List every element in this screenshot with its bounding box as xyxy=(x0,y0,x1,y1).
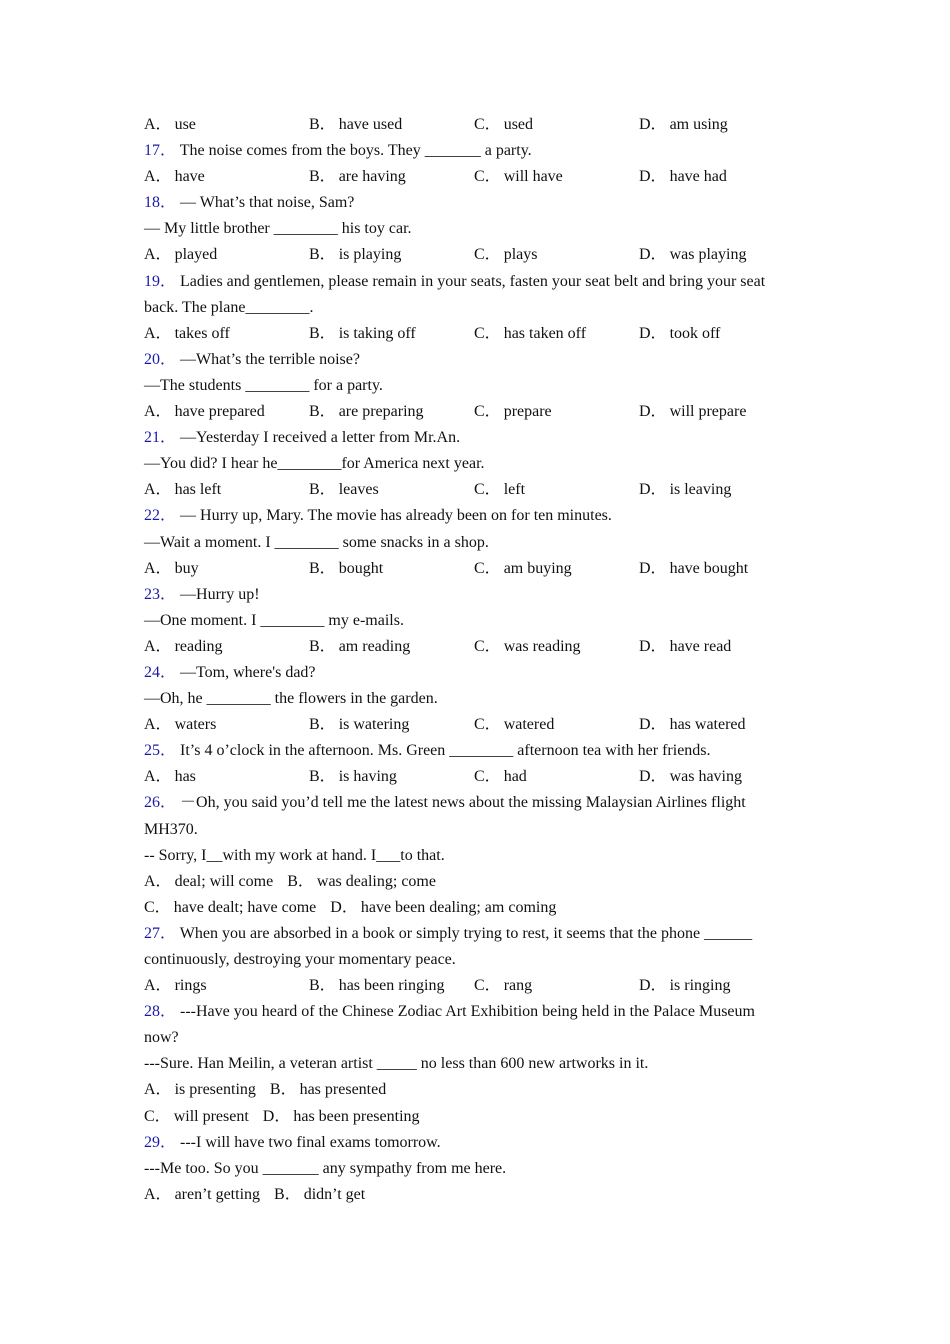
question-stem xyxy=(144,660,804,686)
option-text: waters xyxy=(174,716,217,734)
option-letter: A． xyxy=(144,481,172,499)
exam-document xyxy=(144,112,804,1208)
option-d xyxy=(639,477,804,503)
option-d xyxy=(639,556,804,582)
option-d xyxy=(639,399,804,425)
option-c xyxy=(474,164,639,190)
option-d xyxy=(639,764,804,790)
option-letter: C． xyxy=(474,716,501,734)
option-a xyxy=(144,1186,260,1203)
option-text: buy xyxy=(174,559,199,577)
question-text: —Tom, where's dad? xyxy=(180,663,316,681)
options-row xyxy=(144,321,804,347)
option-d xyxy=(639,712,804,738)
option-a xyxy=(144,973,309,999)
option-text: has xyxy=(174,768,196,786)
question-text: When you are absorbed in a book or simply trying to rest, it seems that the phone ______ xyxy=(179,924,753,942)
question-stem xyxy=(144,1130,804,1156)
option-text: use xyxy=(174,116,196,133)
option-text: have been dealing; am coming xyxy=(360,898,557,916)
option-text: takes off xyxy=(174,324,230,342)
option-text: am reading xyxy=(338,637,411,655)
option-text: has left xyxy=(174,481,222,499)
question-text: — What’s that noise, Sam? xyxy=(180,194,355,212)
option-text: bought xyxy=(338,559,384,577)
question-line xyxy=(144,1025,804,1051)
option-letter: A． xyxy=(144,872,172,890)
option-letter: A． xyxy=(144,716,172,734)
question-stem xyxy=(144,582,804,608)
option-letter: A． xyxy=(144,977,172,995)
option-letter: D． xyxy=(639,403,667,421)
question-line xyxy=(144,530,804,556)
question-number: 29． xyxy=(144,1133,177,1151)
option-b xyxy=(309,399,474,425)
question-text: —What’s the terrible noise? xyxy=(180,350,360,368)
option-b xyxy=(309,634,474,660)
option-d xyxy=(330,899,556,916)
option-letter: C． xyxy=(474,168,501,186)
question-text: It’s 4 o’clock in the afternoon. Ms. Green ________ afternoon tea with her friends. xyxy=(180,742,711,760)
option-c xyxy=(474,973,639,999)
option-letter: B． xyxy=(309,977,336,995)
question-line xyxy=(144,608,804,634)
question-line xyxy=(144,947,804,973)
question-number: 23． xyxy=(144,585,177,603)
option-a xyxy=(144,556,309,582)
option-b xyxy=(309,712,474,738)
option-b xyxy=(309,973,474,999)
question-stem xyxy=(144,738,804,764)
question-number: 18． xyxy=(144,194,177,212)
option-b xyxy=(274,1186,365,1203)
option-text: aren’t getting xyxy=(174,1185,261,1203)
option-letter: B． xyxy=(309,168,336,186)
option-letter: A． xyxy=(144,1185,172,1203)
option-text: was dealing; come xyxy=(316,872,436,890)
option-letter: C． xyxy=(144,898,171,916)
option-a xyxy=(144,764,309,790)
question-line xyxy=(144,295,804,321)
option-letter: C． xyxy=(474,977,501,995)
option-text: have xyxy=(174,168,205,186)
option-text: left xyxy=(503,481,526,499)
question-text: ---I will have two final exams tomorrow. xyxy=(180,1133,441,1151)
option-letter: B． xyxy=(269,1081,297,1099)
option-letter: D． xyxy=(262,1107,291,1125)
option-c xyxy=(144,899,316,916)
question-text: now? xyxy=(144,1029,179,1047)
option-a xyxy=(144,477,309,503)
option-text: took off xyxy=(669,324,721,342)
question-stem xyxy=(144,138,804,164)
question-text: －Oh, you said you’d tell me the latest news about the missing Malaysian Airlines flight xyxy=(180,794,746,812)
option-a xyxy=(144,321,309,347)
question-text: —Yesterday I received a letter from Mr.An. xyxy=(180,429,461,447)
option-letter: C． xyxy=(474,637,501,655)
option-letter: B． xyxy=(309,768,336,786)
question-text: MH370. xyxy=(144,820,198,838)
option-letter: A． xyxy=(144,116,172,133)
option-text: are having xyxy=(338,168,406,186)
option-letter: B． xyxy=(309,716,336,734)
option-c xyxy=(474,712,639,738)
option-text: deal; will come xyxy=(174,872,274,890)
option-letter: C． xyxy=(474,116,501,133)
options-row xyxy=(144,1104,804,1130)
question-number: 27． xyxy=(144,924,177,942)
option-c xyxy=(474,242,639,268)
option-letter: A． xyxy=(144,168,172,186)
option-text: prepare xyxy=(503,403,552,421)
option-text: is leaving xyxy=(669,481,732,499)
options-row xyxy=(144,399,804,425)
option-text: rang xyxy=(503,977,533,995)
option-text: have read xyxy=(669,637,732,655)
option-letter: D． xyxy=(639,977,667,995)
option-d xyxy=(639,164,804,190)
option-b xyxy=(270,1081,386,1098)
options-row xyxy=(144,242,804,268)
option-text: have had xyxy=(669,168,727,186)
option-text: leaves xyxy=(338,481,379,499)
option-text: didn’t get xyxy=(303,1185,366,1203)
option-letter: A． xyxy=(144,403,172,421)
option-a xyxy=(144,712,309,738)
option-letter: A． xyxy=(144,1081,172,1099)
option-letter: D． xyxy=(639,768,667,786)
option-text: will present xyxy=(173,1107,249,1125)
question-number: 26． xyxy=(144,794,177,812)
option-text: has been ringing xyxy=(338,977,445,995)
options-row xyxy=(144,869,804,895)
option-text: will have xyxy=(503,168,563,186)
question-line xyxy=(144,686,804,712)
question-line xyxy=(144,373,804,399)
option-letter: D． xyxy=(639,637,667,655)
option-a xyxy=(144,112,309,138)
option-a xyxy=(144,1081,256,1098)
question-stem xyxy=(144,269,804,295)
options-row xyxy=(144,1077,804,1103)
option-text: played xyxy=(174,246,218,264)
option-letter: B． xyxy=(274,1185,301,1203)
option-a xyxy=(144,164,309,190)
option-letter: B． xyxy=(309,559,336,577)
question-line xyxy=(144,451,804,477)
question-text: back. The plane________. xyxy=(144,298,314,316)
option-b xyxy=(309,112,474,138)
option-letter: C． xyxy=(474,324,501,342)
option-letter: D． xyxy=(639,481,667,499)
question-text: —The students ________ for a party. xyxy=(144,376,383,394)
option-text: was playing xyxy=(669,246,747,264)
option-letter: D． xyxy=(330,898,358,916)
option-d xyxy=(639,634,804,660)
option-letter: B． xyxy=(309,637,336,655)
question-number: 22． xyxy=(144,507,177,525)
option-text: are preparing xyxy=(338,403,424,421)
option-letter: B． xyxy=(287,872,314,890)
option-letter: D． xyxy=(639,324,667,342)
question-stem xyxy=(144,347,804,373)
option-text: am using xyxy=(669,116,728,133)
option-letter: A． xyxy=(144,324,172,342)
question-number: 19． xyxy=(144,272,177,290)
question-stem xyxy=(144,921,804,947)
option-a xyxy=(144,399,309,425)
question-stem xyxy=(144,190,804,216)
options-row xyxy=(144,895,804,921)
option-text: will prepare xyxy=(669,403,747,421)
option-text: had xyxy=(503,768,527,786)
question-number: 17． xyxy=(144,142,177,160)
question-text: —Oh, he ________ the flowers in the garden. xyxy=(144,690,438,708)
options-row xyxy=(144,1182,804,1208)
option-letter: C． xyxy=(474,768,501,786)
option-b xyxy=(309,477,474,503)
option-text: is ringing xyxy=(669,977,731,995)
option-c xyxy=(474,556,639,582)
option-b xyxy=(309,321,474,347)
options-row xyxy=(144,112,804,138)
option-a xyxy=(144,873,273,890)
option-a xyxy=(144,242,309,268)
question-text: — My little brother ________ his toy car. xyxy=(144,220,412,238)
option-c xyxy=(474,399,639,425)
option-b xyxy=(309,164,474,190)
option-letter: A． xyxy=(144,637,172,655)
option-text: plays xyxy=(503,246,538,264)
option-letter: D． xyxy=(639,168,667,186)
question-line xyxy=(144,1156,804,1182)
question-line xyxy=(144,1051,804,1077)
question-text: —One moment. I ________ my e-mails. xyxy=(144,611,404,629)
option-letter: A． xyxy=(144,559,172,577)
question-text: ---Sure. Han Meilin, a veteran artist _____ no less than 600 new artworks in it. xyxy=(144,1055,649,1073)
option-text: has taken off xyxy=(503,324,587,342)
question-stem xyxy=(144,425,804,451)
option-d xyxy=(639,973,804,999)
question-text: -- Sorry, I__with my work at hand. I___to that. xyxy=(144,846,445,864)
question-stem xyxy=(144,999,804,1025)
option-d xyxy=(263,1108,420,1125)
option-letter: B． xyxy=(309,246,336,264)
option-c xyxy=(474,112,639,138)
option-letter: D． xyxy=(639,716,667,734)
option-letter: B． xyxy=(309,403,336,421)
option-text: has presented xyxy=(299,1081,387,1099)
option-text: used xyxy=(503,116,534,133)
option-letter: C． xyxy=(474,481,501,499)
option-c xyxy=(474,477,639,503)
question-text: ---Me too. So you _______ any sympathy from me here. xyxy=(144,1159,507,1177)
question-line xyxy=(144,843,804,869)
option-d xyxy=(639,321,804,347)
option-letter: A． xyxy=(144,246,172,264)
option-letter: D． xyxy=(639,246,667,264)
options-row xyxy=(144,712,804,738)
option-letter: B． xyxy=(309,324,336,342)
option-text: is watering xyxy=(338,716,410,734)
option-b xyxy=(309,556,474,582)
option-letter: C． xyxy=(474,559,501,577)
option-letter: B． xyxy=(309,481,336,499)
option-d xyxy=(639,242,804,268)
option-letter: C． xyxy=(474,246,501,264)
question-number: 25． xyxy=(144,742,177,760)
question-text: —Wait a moment. I ________ some snacks in a shop. xyxy=(144,533,489,551)
question-number: 28． xyxy=(144,1003,177,1021)
option-a xyxy=(144,634,309,660)
question-text: The noise comes from the boys. They _______ a party. xyxy=(179,142,532,160)
option-text: am buying xyxy=(503,559,572,577)
option-c xyxy=(144,1108,249,1125)
options-row xyxy=(144,164,804,190)
option-text: have bought xyxy=(669,559,749,577)
option-b xyxy=(309,242,474,268)
option-text: is taking off xyxy=(338,324,416,342)
option-text: reading xyxy=(174,637,223,655)
option-c xyxy=(474,764,639,790)
question-text: — Hurry up, Mary. The movie has already been on for ten minutes. xyxy=(180,507,612,525)
option-letter: A． xyxy=(144,768,172,786)
option-c xyxy=(474,321,639,347)
option-text: is presenting xyxy=(174,1081,256,1099)
option-text: have dealt; have come xyxy=(173,898,317,916)
question-text: —Hurry up! xyxy=(180,585,260,603)
question-text: —You did? I hear he________for America next year. xyxy=(144,455,485,473)
option-text: is playing xyxy=(338,246,402,264)
question-line xyxy=(144,216,804,242)
options-row xyxy=(144,477,804,503)
question-stem xyxy=(144,790,804,816)
option-letter: C． xyxy=(474,403,501,421)
option-b xyxy=(309,764,474,790)
question-text: Ladies and gentlemen, please remain in your seats, fasten your seat belt and bring your seat xyxy=(180,272,766,290)
option-letter: D． xyxy=(639,116,667,133)
question-number: 20． xyxy=(144,350,177,368)
option-c xyxy=(474,634,639,660)
option-text: has been presenting xyxy=(293,1107,420,1125)
option-text: was reading xyxy=(503,637,581,655)
options-row xyxy=(144,764,804,790)
option-text: have prepared xyxy=(174,403,265,421)
question-line xyxy=(144,817,804,843)
option-text: watered xyxy=(503,716,555,734)
option-b xyxy=(287,873,436,890)
option-text: was having xyxy=(669,768,742,786)
options-row xyxy=(144,973,804,999)
options-row xyxy=(144,556,804,582)
option-text: is having xyxy=(338,768,397,786)
question-number: 21． xyxy=(144,429,177,447)
options-row xyxy=(144,634,804,660)
option-text: rings xyxy=(174,977,207,995)
option-letter: D． xyxy=(639,559,667,577)
question-stem xyxy=(144,503,804,529)
option-letter: B． xyxy=(309,116,336,133)
option-text: has watered xyxy=(669,716,746,734)
question-text: ---Have you heard of the Chinese Zodiac Art Exhibition being held in the Palace Museum xyxy=(180,1003,755,1021)
option-letter: C． xyxy=(144,1107,171,1125)
option-text: have used xyxy=(338,116,403,133)
question-number: 24． xyxy=(144,663,177,681)
question-text: continuously, destroying your momentary peace. xyxy=(144,951,456,968)
option-d xyxy=(639,112,804,138)
